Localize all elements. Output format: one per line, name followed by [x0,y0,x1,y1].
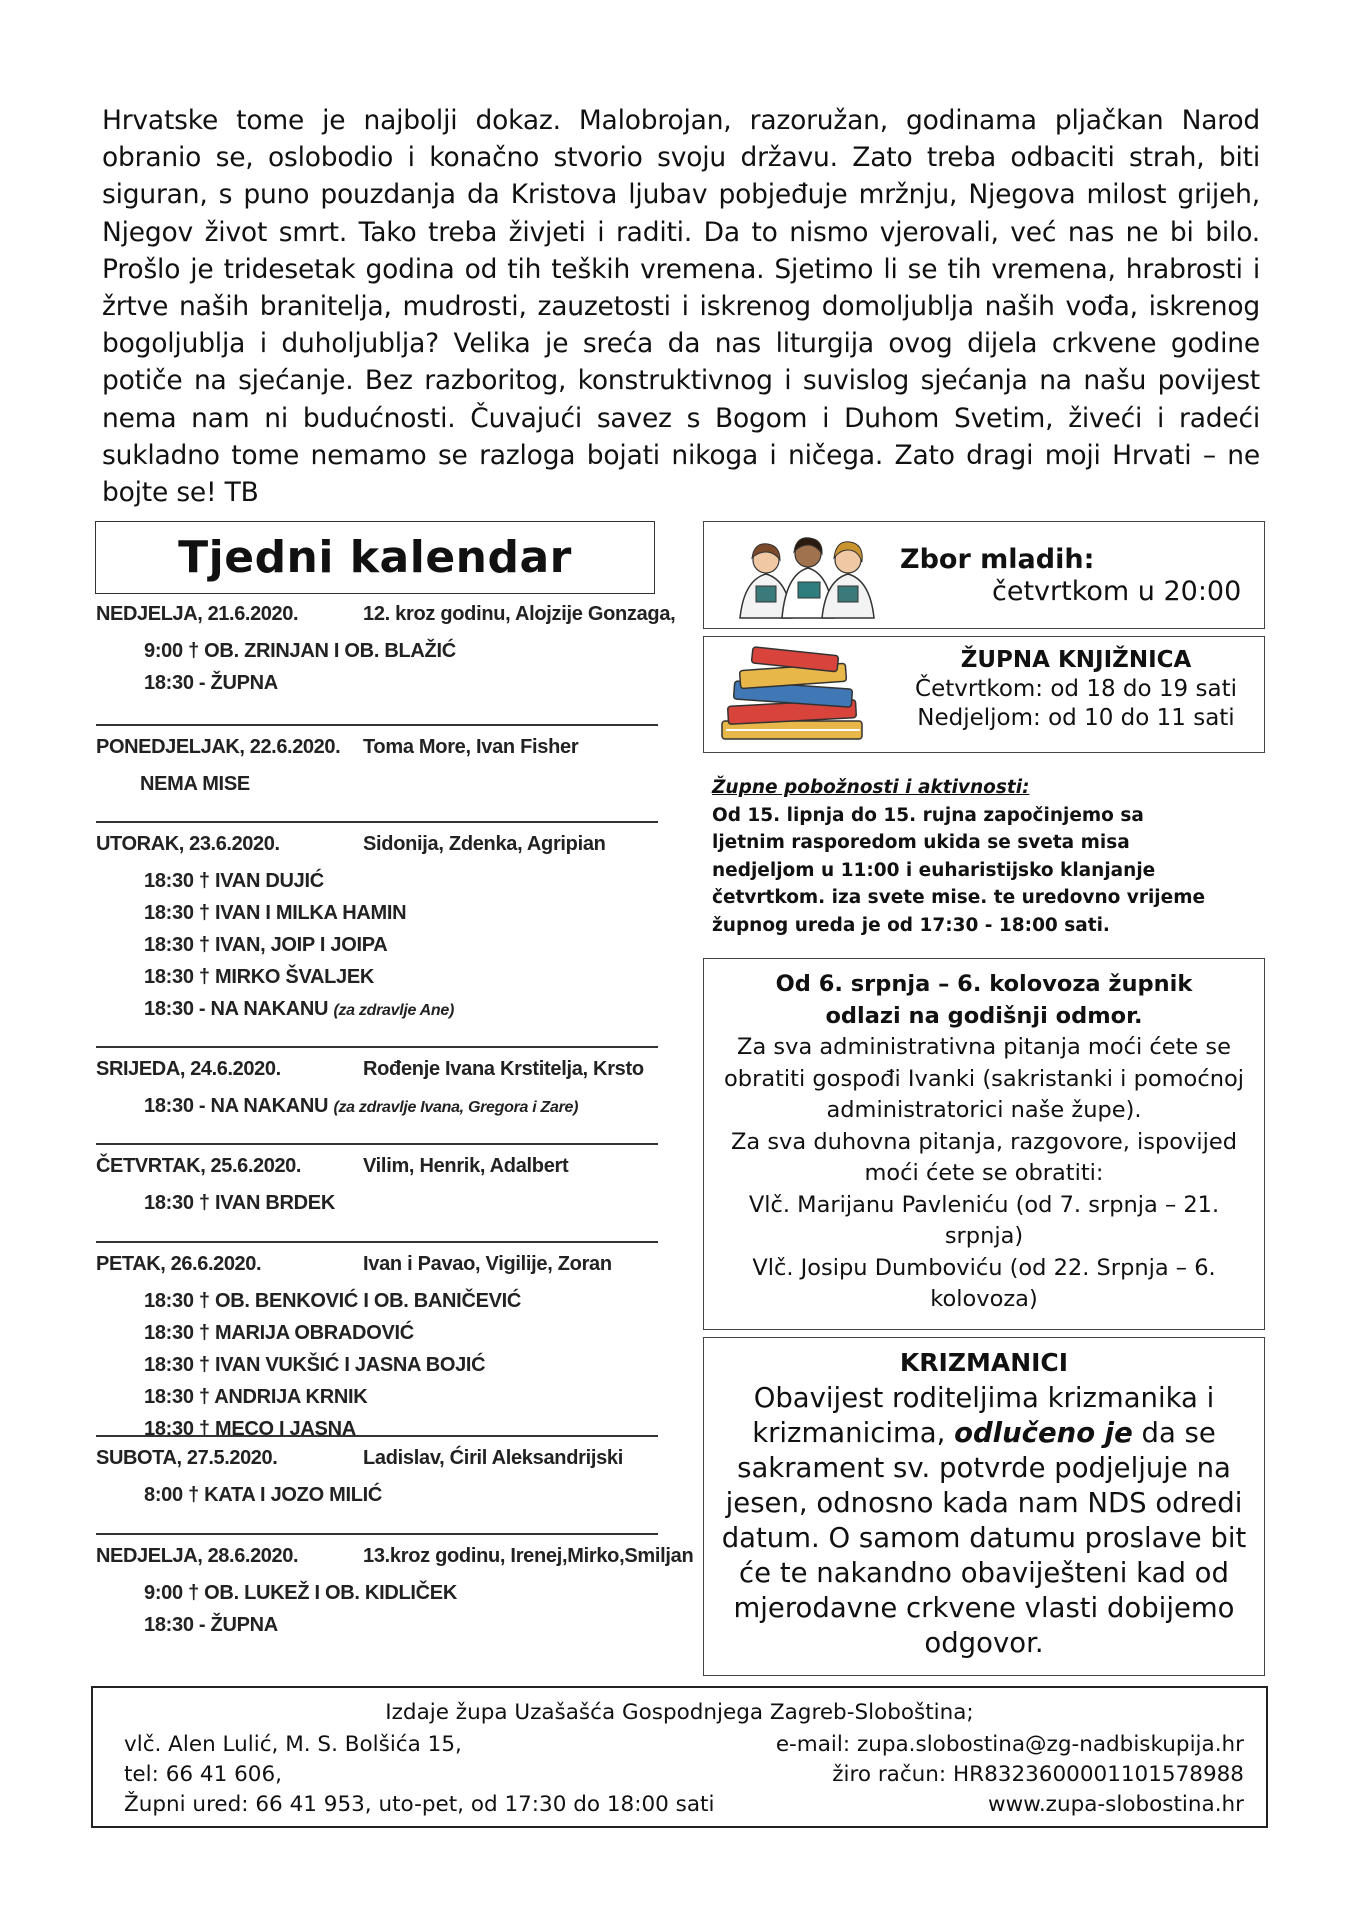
mass-entry [96,865,658,897]
library-hours-sunday: Nedjeljom: od 10 do 11 sati [917,705,1235,731]
mass-entry [96,1187,658,1219]
day-saints: Toma More, Ivan Fisher [363,736,579,758]
day-saints: 12. kroz godinu, Alojzije Gonzaga, [363,603,676,625]
day-separator [96,724,658,726]
mass-entry [96,1317,658,1349]
day-date: PONEDJELJAK, 22.6.2020. [96,736,341,758]
confirmation-text [704,1377,1264,1661]
mass-text: 9:00 † OB. ZRINJAN I OB. BLAŽIĆ [144,640,456,662]
publisher-footer [91,1686,1268,1828]
email: e-mail: zupa.slobostina@zg-nadbiskupija.hr [775,1732,1244,1757]
mass-intention-note: (za zdravlje Ivana, Gregora i Zare) [333,1099,579,1116]
library-title: ŽUPNA KNJIŽNICA [960,647,1192,673]
mass-entry [96,667,658,699]
mass-entry [96,1349,658,1381]
mass-text: 18:30 - NA NAKANU [144,998,329,1020]
choir-box [703,521,1265,629]
day-saints: Rođenje Ivana Krstitelja, Krsto [363,1058,644,1080]
pastor-address: vlč. Alen Lulić, M. S. Bolšića 15, [124,1732,462,1757]
vacation-admin-text: Za sva administrativna pitanja moći ćete se obratiti gospođi Ivanki (sakristanki i pomoćnoj administratorici naše župe). [724,1034,1244,1123]
mass-entry [96,1381,658,1413]
activities-line: četvrtkom. iza svete mise. te uredovno vrijeme [712,887,1206,908]
mass-text: 18:30 † IVAN I MILKA HAMIN [144,902,407,924]
vacation-priest-1: Vlč. Marijanu Pavleniću (od 7. srpnja – 21. srpnja) [748,1191,1220,1249]
library-box [703,636,1265,753]
calendar-day [96,1447,658,1511]
mass-text: 8:00 † KATA I JOZO MILIĆ [144,1484,383,1506]
confirmation-text-emphasis: odlučeno je [954,1417,1133,1449]
mass-text: NEMA MISE [140,773,250,795]
vacation-heading-1: Od 6. srpnja – 6. kolovoza župnik [775,971,1193,997]
mass-entry [96,929,658,961]
day-saints: Sidonija, Zdenka, Agripian [363,833,606,855]
activities-line: nedjeljom u 11:00 i euharistijsko klanjanje [712,859,1156,881]
day-date: NEDJELJA, 21.6.2020. [96,603,299,625]
bank-account: žiro račun: HR8323600001101578988 [832,1762,1244,1787]
mass-entry [96,1285,658,1317]
mass-entry [96,961,658,993]
day-separator [96,1241,658,1243]
mass-entry [96,1577,658,1609]
day-separator [96,1533,658,1535]
calendar-day [96,1058,658,1122]
activities-title: Župne pobožnosti i aktivnosti: [712,777,1030,798]
mass-entry [96,1479,658,1511]
parish-activities [712,774,1272,939]
vacation-notice-box [703,958,1265,1330]
mass-entry [96,1413,658,1445]
mass-text: 18:30 † IVAN DUJIĆ [144,870,324,892]
vacation-priest-2: Vlč. Josipu Dumboviću (od 22. Srpnja – 6. kolovoza) [752,1254,1216,1312]
activities-line: Od 15. lipnja do 15. rujna započinjemo sa [712,804,1144,826]
mass-entry [96,635,658,667]
intro-text: Hrvatske tome je najbolji dokaz. Malobrojan, razoružan, godinama pljačkan Narod obranio se, oslobodio i konačno stvorio svoju državu. Zato treba odbaciti strah, biti siguran, s puno pouzdanja da Kristova ljubav pobjeđuje mržnju, Njegova milost grijeh, Njegov život smrt. Tako treba živjeti i raditi. Da to nismo vjerovali, već nas ne bi bilo. Prošlo je tridesetak godina od tih teških vremena. Sjetimo li se tih vremena, hrabrosti i žrtve naših branitelja, mudrosti, zauzetosti i iskrenog domoljublja naših vođa, iskrenog bogoljublja i duholjublja? Velika je sreća da nas liturgija ovog dijela crkvene godine potiče na sjećanje. Bez razboritog, konstruktivnog i suvislog sjećanja na našu povijest nema nam ni budućnosti. Čuvajući savez s Bogom i Duhom Svetim, živeći i radeći sukladno tome nemamo se razloga bojati nikoga i ničega. Zato dragi moji Hrvati – ne bojte se! TB [102,105,1260,509]
day-separator [96,1435,658,1437]
activities-line: župnog ureda je od 17:30 - 18:00 sati. [712,914,1110,936]
website-link[interactable]: www.zupa-slobostina.hr [988,1792,1244,1817]
office-hours: Župni ured: 66 41 953, uto-pet, od 17:30 do 18:00 sati [124,1792,715,1817]
mass-entry [96,1090,658,1122]
phone: tel: 66 41 606, [124,1762,282,1787]
confirmation-text-post: da se sakrament sv. potvrde podjeljuje na jesen, odnosno kada nam NDS odredi datum. O samom datumu proslave bit će te nakandno obaviješteni kad od mjerodavne crkvene vlasti dobijemo odgovor. [721,1417,1247,1659]
book-stack-illustration [712,645,877,745]
day-saints: 13.kroz godinu, Irenej,Mirko,Smiljan [363,1545,694,1567]
choir-title: Zbor mladih: [900,544,1095,575]
calendar-day [96,603,676,699]
confirmation-text-pre: Obavijest roditeljima krizmanika i krizmanicima, [752,1382,1215,1449]
mass-text: 18:30 † MIRKO ŠVALJEK [144,966,375,988]
vacation-spiritual-text: Za sva duhovna pitanja, razgovore, ispovijed moći ćete se obratiti: [730,1128,1237,1186]
day-separator [96,1046,658,1048]
calendar-day [96,1155,658,1219]
mass-entry [96,768,658,800]
mass-text: 18:30 † MECO I JASNA [144,1418,356,1440]
calendar-day [96,736,658,800]
mass-intention-note: (za zdravlje Ane) [333,1002,455,1019]
day-saints: Ivan i Pavao, Vigilije, Zoran [363,1253,612,1275]
day-date: ČETVRTAK, 25.6.2020. [96,1155,302,1177]
day-saints: Ladislav, Ćiril Aleksandrijski [363,1447,624,1469]
mass-text: 18:30 - NA NAKANU [144,1095,329,1117]
calendar-day [96,1545,694,1641]
choir-singers-illustration [730,530,880,622]
day-date: NEDJELJA, 28.6.2020. [96,1545,299,1567]
mass-entry [96,1609,658,1641]
mass-text: 18:30 † IVAN VUKŠIĆ I JASNA BOJIĆ [144,1354,486,1376]
mass-text: 18:30 † ANDRIJA KRNIK [144,1386,368,1408]
mass-text: 18:30 † MARIJA OBRADOVIĆ [144,1322,414,1344]
publisher-line: Izdaje župa Uzašašća Gospodnjega Zagreb-Sloboština; [385,1700,974,1725]
mass-text: 18:30 - ŽUPNA [144,1614,278,1636]
day-date: SUBOTA, 27.5.2020. [96,1447,278,1469]
vacation-heading-2: odlazi na godišnji odmor. [825,1002,1143,1029]
confirmation-title: KRIZMANICI [899,1348,1069,1377]
day-saints: Vilim, Henrik, Adalbert [363,1155,569,1177]
library-text [894,647,1258,731]
mass-text: 18:30 † OB. BENKOVIĆ I OB. BANIČEVIĆ [144,1290,522,1312]
calendar-day [96,1253,658,1445]
mass-text: 9:00 † OB. LUKEŽ I OB. KIDLIČEK [144,1582,457,1604]
mass-entry [96,897,658,929]
intro-paragraph [102,102,1260,511]
day-date: SRIJEDA, 24.6.2020. [96,1058,281,1080]
mass-text: 18:30 - ŽUPNA [144,672,278,694]
calendar-title: Tjedni kalendar [178,532,572,583]
day-date: UTORAK, 23.6.2020. [96,833,280,855]
mass-entry [96,993,658,1025]
calendar-title-box [95,521,655,594]
day-date: PETAK, 26.6.2020. [96,1253,262,1275]
confirmation-notice-box [703,1337,1265,1676]
mass-text: 18:30 † IVAN BRDEK [144,1192,335,1214]
day-separator [96,1143,658,1145]
choir-time: četvrtkom u 20:00 [992,576,1242,607]
library-hours-thursday: Četvrtkom: od 18 do 19 sati [915,676,1237,702]
day-separator [96,821,658,823]
calendar-day [96,833,658,1025]
mass-text: 18:30 † IVAN, JOIP I JOIPA [144,934,388,956]
activities-line: ljetnim rasporedom ukida se sveta misa [712,832,1130,853]
